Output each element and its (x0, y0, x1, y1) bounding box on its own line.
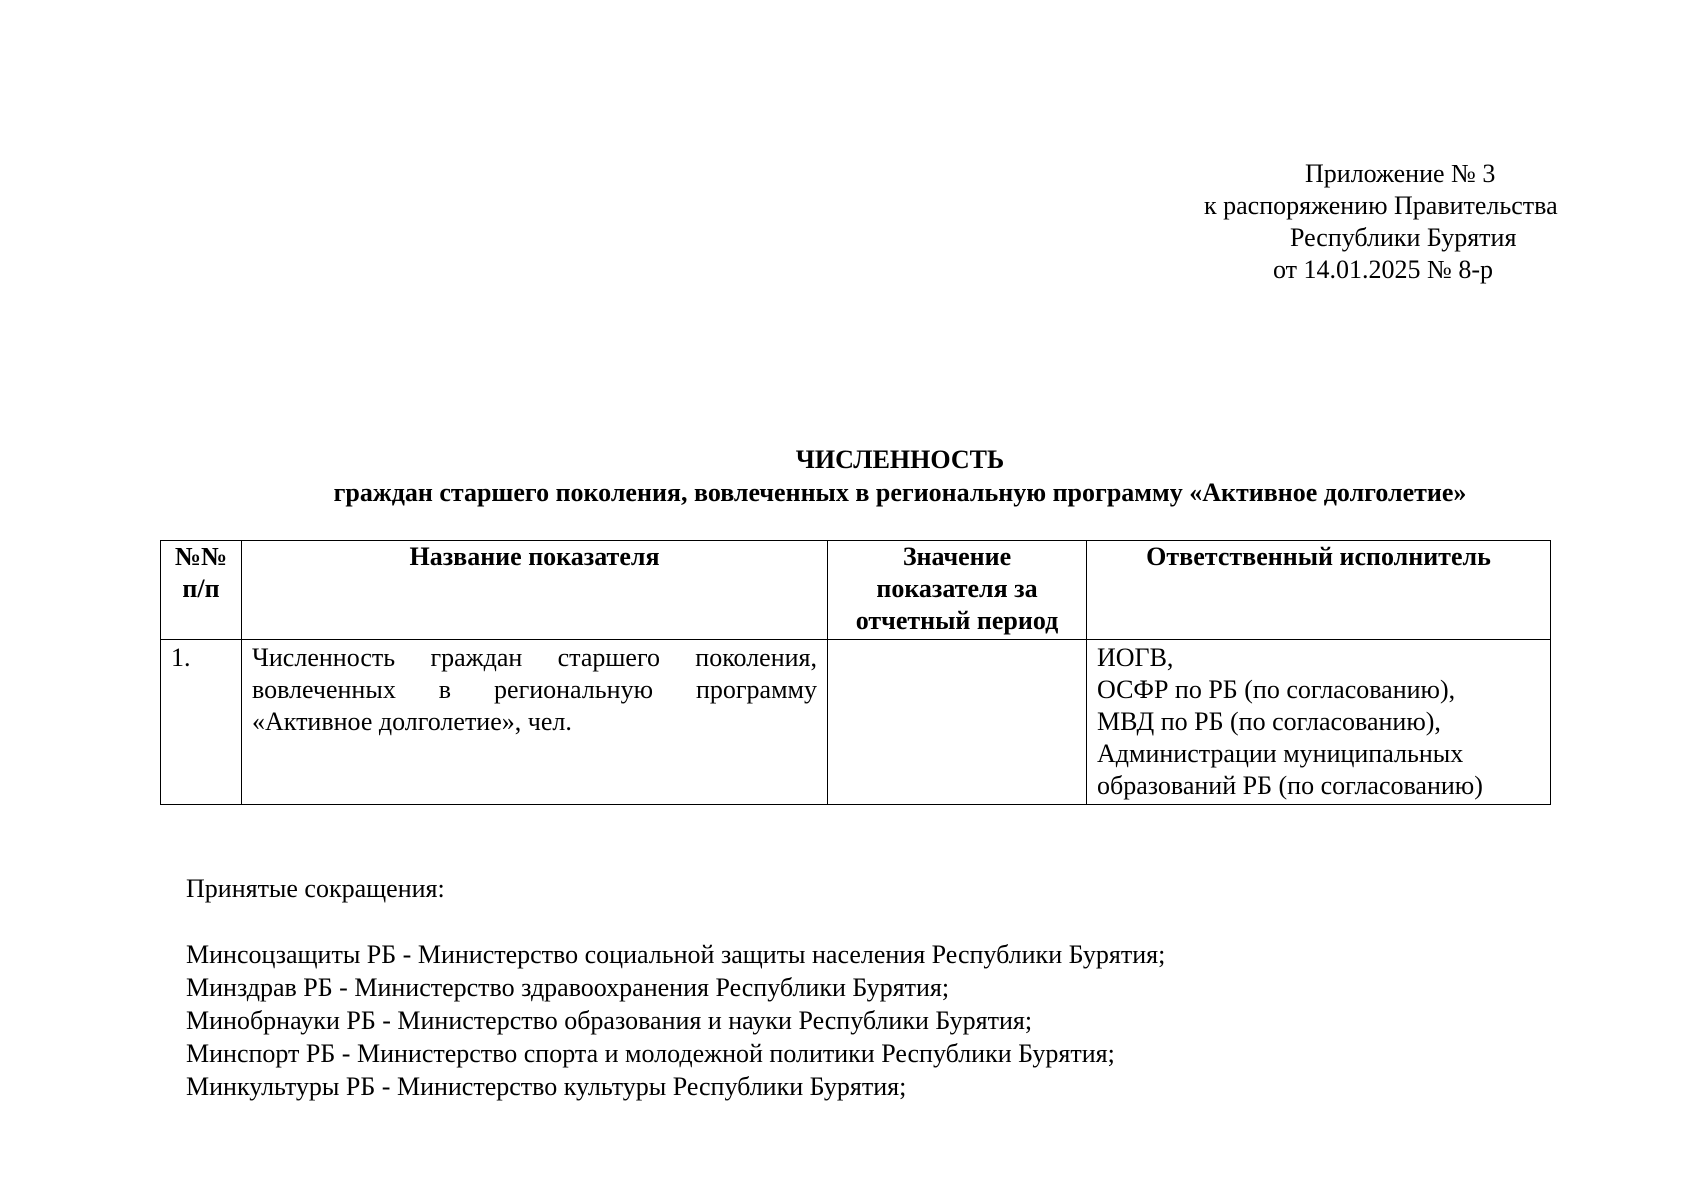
title-heading: ЧИСЛЕННОСТЬ (795, 445, 1005, 474)
executor-line: Администрации муниципальных (1097, 739, 1464, 768)
header-num: №№ п/п (161, 541, 242, 640)
row-num: 1. (161, 640, 242, 805)
header-value: Значение показателя за отчетный период (828, 541, 1087, 640)
indicators-table (160, 540, 1551, 805)
appendix-number: Приложение № 3 (1305, 159, 1496, 188)
abbreviation-item: Минкультуры РБ - Министерство культуры Республики Бурятия; (186, 1072, 907, 1101)
header-name: Название показателя (242, 541, 828, 640)
abbreviation-item: Минздрав РБ - Министерство здравоохранения Республики Бурятия; (186, 973, 950, 1002)
abbreviation-item: Минобрнауки РБ - Министерство образования и науки Республики Бурятия; (186, 1006, 1033, 1035)
appendix-order-ref: к распоряжению Правительства (1204, 191, 1558, 220)
row-executors (1087, 640, 1551, 805)
appendix-reference (1180, 158, 1620, 286)
table-row (161, 640, 1551, 805)
title-subheading: граждан старшего поколения, вовлеченных в региональную программу «Активное долголетие» (333, 478, 1467, 507)
executor-line: МВД по РБ (по согласованию), (1097, 707, 1441, 736)
appendix-date: от 14.01.2025 № 8-р (1273, 255, 1493, 284)
abbreviations-section (186, 872, 1586, 1103)
executor-line: ИОГВ, (1097, 643, 1174, 672)
document-title (150, 443, 1650, 509)
appendix-region: Республики Бурятия (1290, 223, 1517, 252)
abbreviation-item: Минспорт РБ - Министерство спорта и молодежной политики Республики Бурятия; (186, 1039, 1115, 1068)
table-header-row (161, 541, 1551, 640)
row-value (828, 640, 1087, 805)
row-indicator-name: Численность граждан старшего поколения, вовлеченных в региональную программу «Активное долголетие», чел. (242, 640, 828, 805)
executor-line: ОСФР по РБ (по согласованию), (1097, 675, 1456, 704)
executor-line: образований РБ (по согласованию) (1097, 771, 1483, 800)
abbreviations-heading: Принятые сокращения: (186, 874, 445, 903)
header-executor: Ответственный исполнитель (1087, 541, 1551, 640)
abbreviation-item: Минсоцзащиты РБ - Министерство социальной защиты населения Республики Бурятия; (186, 940, 1166, 969)
